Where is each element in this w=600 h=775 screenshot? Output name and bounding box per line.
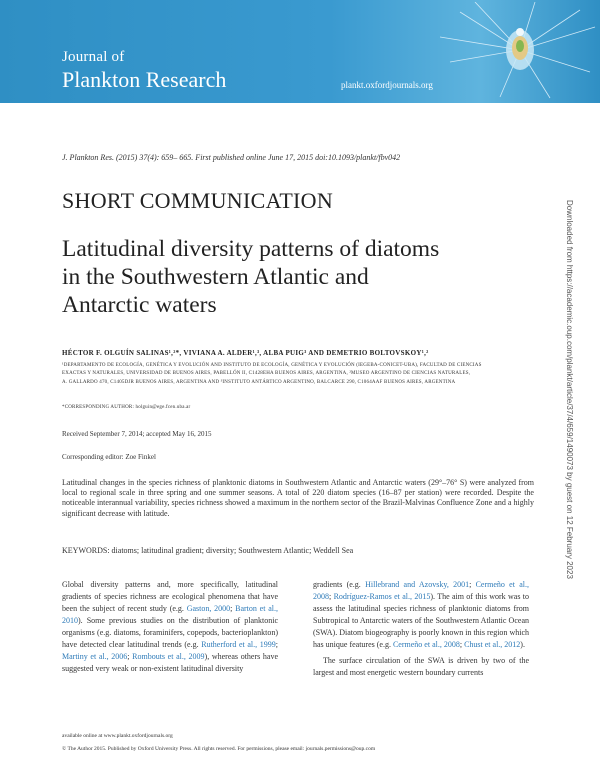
affiliation-line: EXACTAS Y NATURALES, UNIVERSIDAD DE BUENOS AIRES, PABELLÓN II, C1428EHA BUENOS AIRES, ARGENTINA, ²MUSEO ARGENTINO DE CIENCIAS NATURALES,	[62, 371, 471, 377]
body-text: ).	[520, 640, 525, 650]
reference-link[interactable]: Rombouts et al., 2009	[132, 652, 205, 662]
abstract-line: showed a maximum in the northern sector of the Brazil-Malvinas Confluence Zone and a highly significant decrease	[62, 498, 535, 518]
received-dates: Received September 7, 2014; accepted May 16, 2015	[62, 430, 212, 438]
body-text: ). Some previous studies on the distribution of planktonic organisms (e.g. diatoms, foraminifers, copepods, bacterioplankton) have detected clear latitudinal trends (e.g.	[62, 616, 278, 650]
keywords: KEYWORDS: diatoms; latitudinal gradient; diversity; Southwestern Atlantic; Weddell Sea	[62, 546, 354, 555]
abstract-line: (29°–76° S) were analyzed from local to regional scale in three spring and one summer seasons. A total of 220	[62, 478, 534, 498]
journal-name-line2: Plankton Research	[62, 67, 227, 92]
abstract-line: with latitude.	[127, 508, 170, 518]
body-text: ). The aim of this work was to assess the latitudinal species richness of planktonic diatoms from Subtropical to Antarctic waters of the Southwestern Atlantic Ocean (SWA). Diatom biogeography is poorly known in this region which has unique features (e.g.	[313, 592, 529, 650]
plankton-illustration-icon	[440, 2, 600, 100]
body-text: ;	[275, 640, 278, 650]
footer-availability: available online at www.plankt.oxfordjournals.org	[62, 733, 173, 739]
body-text: Global diversity patterns and, more specifically, latitudinal gradients of species richness are ecological phenomena that have been the subject of recent study (e.g.	[62, 580, 278, 614]
corresponding-author: *CORRESPONDING AUTHOR: holguin@ege.fcen.uba.ar	[62, 405, 191, 410]
abstract	[62, 478, 534, 519]
body-text: ;	[459, 640, 465, 650]
author-list: HÉCTOR F. OLGUÍN SALINAS¹,²*, VIVIANA A. ALDER¹,³, ALBA PUIG³ AND DEMETRIO BOLTOVSKOY¹,²	[62, 349, 429, 357]
reference-link[interactable]: Cermeño et al., 2008	[392, 640, 460, 650]
affiliation-line: A. GALLARDO 470, C1405DJR BUENOS AIRES, ARGENTINA AND ³INSTITUTO ANTÁRTICO ARGENTINO, BALCARCE 290, C1064AAF BUENOS AIRES, ARGENTINA	[62, 379, 456, 385]
footer-copyright: © The Author 2015. Published by Oxford University Press. All rights reserved. For permissions, please email: journals.permissions@oup.com	[62, 746, 376, 752]
body-paragraph	[62, 579, 278, 675]
section-heading: SHORT COMMUNICATION	[62, 188, 334, 213]
body-text: ;	[127, 652, 133, 662]
reference-link[interactable]: Cermeño et al., 2008	[313, 580, 529, 602]
corresponding-editor: Corresponding editor: Zoe Finkel	[62, 453, 156, 461]
body-paragraph	[313, 579, 529, 651]
abstract-line: Latitudinal changes in the species richness of planktonic diatoms in Southwestern Atlantic and Antarctic waters	[62, 478, 426, 487]
affiliation-line: ¹DEPARTAMENTO DE ECOLOGÍA, GENÉTICA Y EVOLUCIÓN AND INSTITUTO DE ECOLOGÍA, GENÉTICA Y EVOLUCIÓN (IEGEBA-CONICET-UBA), FACULTAD DE CIENCIAS	[62, 363, 482, 368]
article-title	[62, 235, 482, 319]
reference-link[interactable]: Barton et al., 2010	[62, 604, 278, 626]
journal-url[interactable]: plankt.oxfordjournals.org	[341, 80, 433, 90]
reference-link[interactable]: Martiny et al., 2006	[62, 652, 128, 662]
reference-link[interactable]: Hillebrand and Azovsky, 2001	[365, 580, 470, 589]
reference-link[interactable]: Gaston, 2000	[186, 604, 231, 614]
body-column-left	[62, 579, 278, 675]
citation-line: J. Plankton Res. (2015) 37(4): 659– 665. First published online June 17, 2015 doi:10.1093/plankt/fbv042	[62, 153, 401, 162]
body-text: ;	[469, 580, 476, 589]
download-watermark: Downloaded from https://academic.oup.com/plankt/article/37/4/659/1490073 by guest on 12 February 2023	[565, 200, 574, 579]
reference-link[interactable]: Chust et al., 2012	[464, 640, 521, 650]
reference-link[interactable]: Rodríguez-Ramos et al., 2015	[333, 592, 431, 602]
body-text: ), whereas others have suggested very weak or non-existent latitudinal diversity	[62, 652, 278, 674]
affiliations	[62, 362, 532, 387]
journal-banner	[0, 0, 600, 103]
body-text: gradients (e.g.	[313, 580, 366, 589]
title-line: Latitudinal diversity patterns of diatoms	[62, 236, 440, 262]
abstract-line: diatom species (16–87 per station) were recorded. Despite the noticeable interannual variability, species richness	[62, 488, 534, 508]
body-text: ;	[230, 604, 236, 614]
reference-link[interactable]: Rutherford et al., 1999	[201, 640, 276, 650]
journal-name-line1: Journal of	[62, 49, 125, 65]
title-line: Antarctic waters	[62, 292, 217, 318]
body-column-right	[313, 579, 529, 679]
body-paragraph: The surface circulation of the SWA is driven by two of the largest and most energetic western boundary currents	[313, 656, 529, 678]
title-line: in the Southwestern Atlantic and	[62, 264, 369, 290]
body-text: ;	[329, 592, 334, 602]
